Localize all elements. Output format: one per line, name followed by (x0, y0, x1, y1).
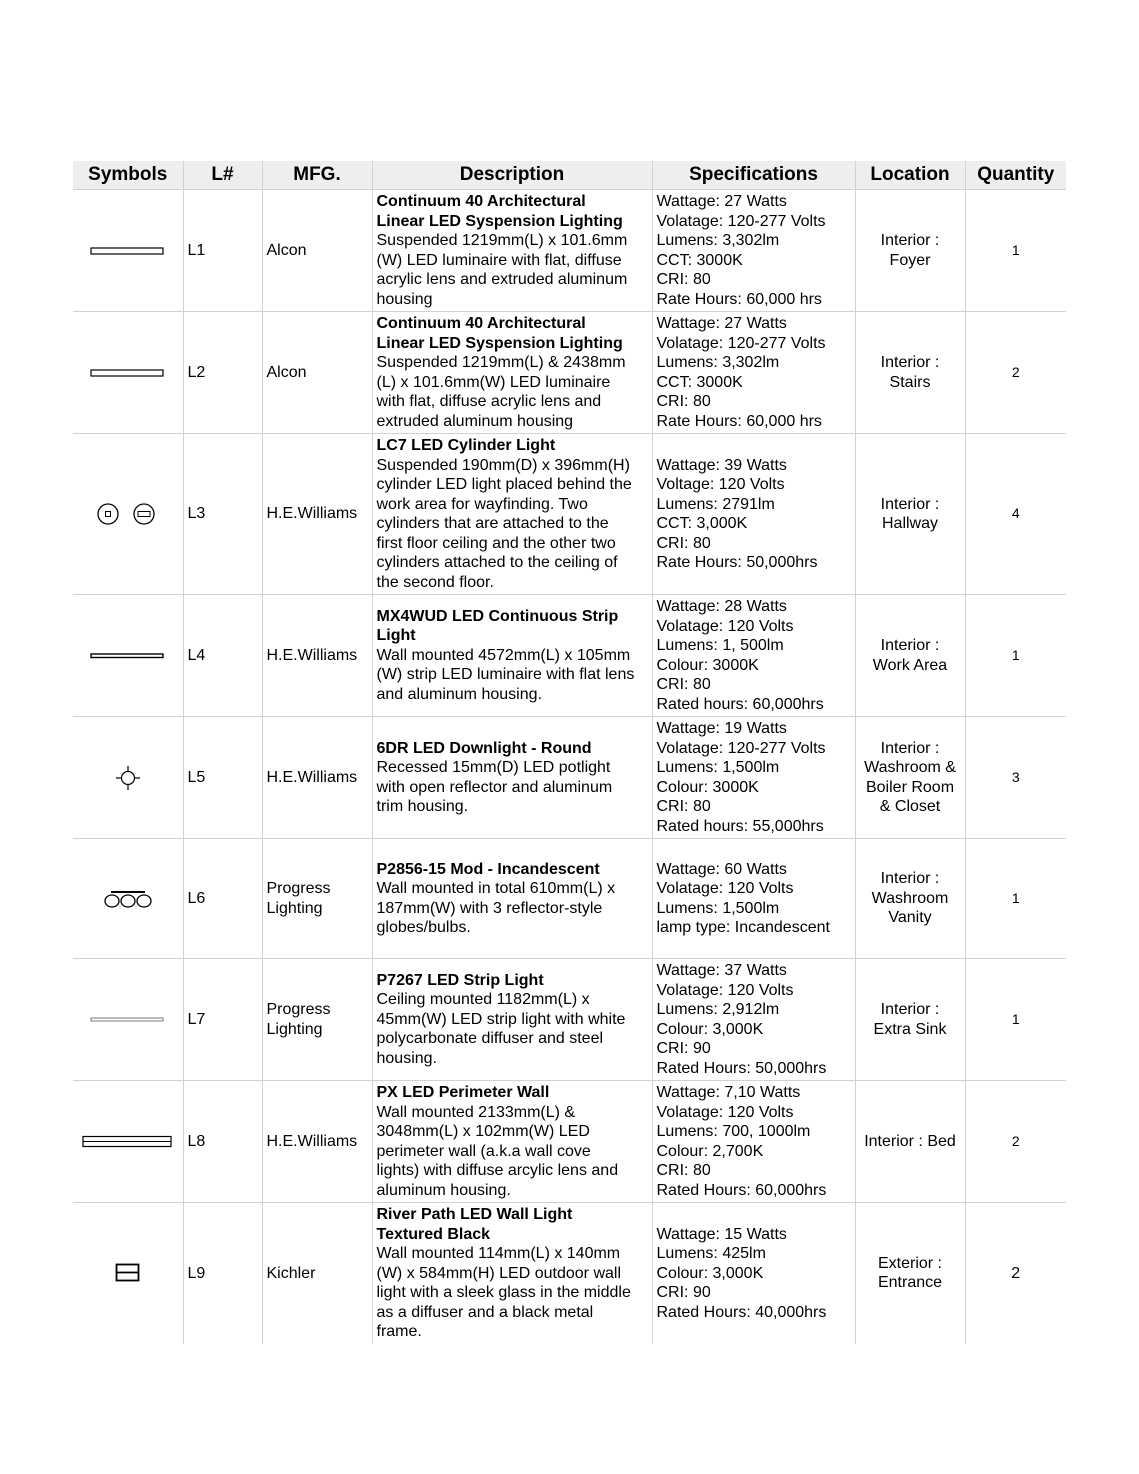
quantity-cell: 2 (1011, 1264, 1021, 1282)
description-line: extruded aluminum housing (376, 412, 574, 430)
spec-line: Volatage: 120-277 Volts (656, 739, 826, 757)
location-line: Interior : (880, 495, 940, 513)
spec-line: Lumens: 3,302lm (656, 232, 780, 249)
table-row (73, 1203, 1066, 1344)
location-cell (855, 190, 965, 312)
description-cell (372, 1203, 652, 1344)
table-row (73, 434, 1066, 595)
spec-line: lamp type: Incandescent (656, 919, 830, 936)
location-line: & Closet (879, 798, 941, 815)
spec-line: CCT: 3,000K (656, 515, 748, 532)
table-row (73, 312, 1066, 434)
linear-pendant-symbol-icon (90, 242, 166, 259)
header-row (73, 161, 1066, 190)
table-row (73, 595, 1066, 717)
location-line: Interior : (880, 232, 940, 249)
fixture-title-line: P7267 LED Strip Light (376, 971, 544, 989)
description-line: Wall mounted 2133mm(L) & (376, 1103, 576, 1121)
spec-line: Wattage: 27 Watts (656, 193, 787, 210)
description-line: (W) LED luminaire with flat, diffuse (376, 251, 622, 269)
description-line: housing. (376, 1049, 437, 1067)
fixture-title-line: Continuum 40 Architectural (376, 193, 586, 210)
location-cell (855, 717, 965, 839)
manufacturer-line: H.E.Williams (266, 646, 358, 664)
table-row (73, 839, 1066, 959)
symbol-cell (73, 434, 183, 595)
spec-line: Wattage: 28 Watts (656, 598, 787, 615)
location-line: Exterior : (877, 1254, 942, 1272)
spec-line: CCT: 3000K (656, 373, 743, 391)
description-line: with flat, diffuse acrylic lens and (376, 393, 602, 410)
fixture-id-cell: L7 (183, 959, 262, 1081)
description-line: Wall mounted in total 610mm(L) x (376, 880, 616, 897)
linear-pendant-symbol-icon (90, 364, 166, 381)
manufacturer-cell (262, 595, 372, 717)
spec-line: CRI: 90 (656, 1284, 711, 1301)
description-line: frame. (376, 1323, 422, 1340)
description-line: aluminum housing. (376, 1181, 511, 1199)
spec-line: Volatage: 120 Volts (656, 880, 794, 897)
spec-line: Volatage: 120 Volts (656, 1103, 794, 1121)
symbol-cell (73, 717, 183, 839)
thin-strip-symbol-icon (90, 1011, 166, 1028)
spec-line: Wattage: 39 Watts (656, 456, 787, 474)
cylinder-light-symbol-icon (96, 505, 160, 522)
spec-line: CCT: 3000K (656, 251, 743, 269)
spec-line: Wattage: 7,10 Watts (656, 1084, 801, 1101)
description-line: polycarbonate diffuser and steel (376, 1030, 604, 1048)
spec-line: Colour: 2,700K (656, 1142, 764, 1160)
spec-line: CRI: 90 (656, 1040, 711, 1057)
location-cell (855, 434, 965, 595)
spec-line: Rate Hours: 50,000hrs (656, 554, 818, 571)
description-line: work area for wayfinding. Two (376, 495, 588, 513)
table-row (73, 959, 1066, 1081)
specifications-cell (652, 190, 855, 312)
spec-line: Colour: 3000K (656, 656, 759, 674)
manufacturer-line: H.E.Williams (266, 1132, 358, 1150)
location-line: Boiler Room (865, 778, 955, 796)
spec-line: Wattage: 19 Watts (656, 720, 787, 737)
manufacturer-line: Lighting (266, 1020, 323, 1038)
manufacturer-line: Alcon (266, 241, 307, 259)
location-cell (855, 595, 965, 717)
table-row (73, 190, 1066, 312)
location-line: Interior : Bed (864, 1132, 956, 1150)
quantity-cell: 3 (965, 717, 1066, 839)
description-line: and aluminum housing. (376, 685, 542, 703)
description-line: Suspended 1219mm(L) & 2438mm (376, 354, 626, 371)
header-specifications: Specifications (652, 161, 855, 190)
description-line: lights) with diffuse arcylic lens and (376, 1162, 619, 1179)
header-quantity: Quantity (965, 161, 1066, 190)
manufacturer-line: Kichler (266, 1264, 316, 1282)
description-cell (372, 839, 652, 959)
fixture-title-line: Continuum 40 Architectural (376, 315, 586, 332)
symbol-cell (73, 1203, 183, 1344)
spec-line: Colour: 3,000K (656, 1264, 764, 1282)
fixture-id-cell: L9 (183, 1203, 262, 1344)
specifications-cell (652, 1203, 855, 1344)
description-line: light with a sleek glass in the middle (376, 1284, 631, 1301)
description-line: (L) x 101.6mm(W) LED luminaire (376, 373, 611, 391)
fixture-id-cell: L6 (183, 839, 262, 959)
symbol-cell (73, 959, 183, 1081)
specifications-cell (652, 595, 855, 717)
quantity-cell: 2 (965, 1081, 1066, 1203)
specifications-cell (652, 312, 855, 434)
spec-line: Rated Hours: 60,000hrs (656, 1181, 827, 1199)
spec-line: Lumens: 2791lm (656, 495, 775, 513)
description-line: cylinders that are attached to the (376, 515, 609, 532)
perimeter-wall-symbol-icon (82, 1133, 174, 1150)
manufacturer-cell (262, 312, 372, 434)
header-symbols: Symbols (73, 161, 183, 190)
fixture-id-cell: L8 (183, 1081, 262, 1203)
spec-line: Volatage: 120-277 Volts (656, 212, 826, 230)
description-cell (372, 434, 652, 595)
location-cell (855, 959, 965, 1081)
spec-line: CRI: 80 (656, 1162, 711, 1179)
quantity-cell: 1 (965, 839, 1066, 959)
location-cell (855, 312, 965, 434)
fixture-id-cell: L3 (183, 434, 262, 595)
table-row (73, 717, 1066, 839)
spec-line: Lumens: 3,302lm (656, 354, 780, 371)
spec-line: Rated Hours: 50,000hrs (656, 1059, 827, 1077)
description-line: 187mm(W) with 3 reflector-style (376, 899, 603, 917)
fixture-title-line: Linear LED Syspension Lighting (376, 212, 623, 230)
specifications-cell (652, 839, 855, 959)
description-cell (372, 717, 652, 839)
spec-line: CRI: 80 (656, 534, 711, 552)
fixture-title-line: River Path LED Wall Light (376, 1206, 573, 1223)
description-line: Wall mounted 4572mm(L) x 105mm (376, 646, 631, 664)
location-line: Interior : (880, 354, 940, 371)
description-line: cylinders attached to the ceiling of (376, 554, 618, 571)
description-line: Ceiling mounted 1182mm(L) x (376, 991, 590, 1009)
spec-line: Colour: 3000K (656, 778, 759, 796)
description-cell (372, 959, 652, 1081)
manufacturer-cell (262, 434, 372, 595)
fixture-id-cell: L5 (183, 717, 262, 839)
header-l-number: L# (183, 161, 262, 190)
description-line: first floor ceiling and the other two (376, 534, 616, 552)
description-line: Recessed 15mm(D) LED potlight (376, 759, 611, 776)
description-line: with open reflector and aluminum (376, 778, 613, 796)
location-line: Work Area (872, 656, 948, 674)
fixture-id-cell: L4 (183, 595, 262, 717)
description-line: housing (376, 290, 433, 308)
quantity-cell: 1 (965, 595, 1066, 717)
specifications-cell (652, 717, 855, 839)
location-line: Washroom (871, 889, 949, 907)
manufacturer-line: Progress (266, 880, 331, 897)
description-cell (372, 312, 652, 434)
symbol-cell (73, 190, 183, 312)
wall-light-symbol-icon (115, 1264, 141, 1281)
location-line: Interior : (880, 1001, 940, 1018)
location-line: Vanity (888, 909, 932, 927)
fixture-title-line: P2856-15 Mod - Incandescent (376, 860, 600, 878)
symbol-cell (73, 312, 183, 434)
specifications-cell (652, 1081, 855, 1203)
description-line: Suspended 1219mm(L) x 101.6mm (376, 232, 628, 249)
fixture-title-line: MX4WUD LED Continuous Strip (376, 607, 619, 625)
manufacturer-cell (262, 1081, 372, 1203)
description-line: (W) x 584mm(H) LED outdoor wall (376, 1264, 621, 1282)
manufacturer-cell (262, 839, 372, 959)
fixture-id-cell: L1 (183, 190, 262, 312)
manufacturer-cell (262, 959, 372, 1081)
description-line: acrylic lens and extruded aluminum (376, 271, 628, 288)
spec-line: Rated hours: 55,000hrs (656, 817, 824, 835)
manufacturer-line: Lighting (266, 899, 323, 917)
downlight-symbol-icon (116, 769, 140, 786)
fixture-title-line: 6DR LED Downlight - Round (376, 739, 592, 757)
specifications-cell (652, 434, 855, 595)
description-line: 45mm(W) LED strip light with white (376, 1010, 626, 1028)
location-line: Interior : (880, 870, 940, 888)
specifications-cell (652, 959, 855, 1081)
spec-line: Volatage: 120-277 Volts (656, 334, 826, 352)
spec-line: Wattage: 27 Watts (656, 315, 787, 332)
vanity-light-symbol-icon (102, 890, 154, 907)
description-line: trim housing. (376, 798, 469, 815)
description-line: perimeter wall (a.k.a wall cove (376, 1142, 591, 1160)
spec-line: Colour: 3,000K (656, 1020, 764, 1038)
location-line: Entrance (877, 1274, 943, 1292)
manufacturer-line: Progress (266, 1001, 331, 1018)
spec-line: Rated hours: 60,000hrs (656, 695, 824, 713)
description-line: globes/bulbs. (376, 919, 471, 936)
spec-line: Rated Hours: 40,000hrs (656, 1303, 827, 1321)
fixture-id-cell: L2 (183, 312, 262, 434)
location-line: Washroom & (864, 759, 956, 776)
quantity-cell: 1 (965, 959, 1066, 1081)
location-line: Hallway (881, 515, 938, 532)
manufacturer-line: H.E.Williams (266, 505, 358, 523)
manufacturer-cell (262, 717, 372, 839)
description-line: the second floor. (376, 573, 494, 591)
location-cell (855, 1203, 965, 1344)
quantity-cell: 2 (965, 312, 1066, 434)
spec-line: Wattage: 15 Watts (656, 1225, 787, 1243)
description-line: as a diffuser and a black metal (376, 1303, 594, 1321)
symbol-cell (73, 1081, 183, 1203)
spec-line: Rate Hours: 60,000 hrs (656, 290, 822, 308)
spec-line: CRI: 80 (656, 676, 711, 693)
spec-line: Lumens: 1,500lm (656, 759, 780, 776)
spec-line: CRI: 80 (656, 271, 711, 288)
location-line: Foyer (889, 251, 931, 269)
location-cell (855, 839, 965, 959)
description-line: cylinder LED light placed behind the (376, 476, 632, 493)
location-cell (855, 1081, 965, 1203)
spec-line: Lumens: 1, 500lm (656, 637, 784, 654)
header-mfg: MFG. (262, 161, 372, 190)
spec-line: Rate Hours: 60,000 hrs (656, 412, 822, 430)
symbol-cell (73, 595, 183, 717)
manufacturer-line: H.E.Williams (266, 768, 358, 786)
description-cell (372, 1081, 652, 1203)
header-location: Location (855, 161, 965, 190)
manufacturer-cell (262, 1203, 372, 1344)
spec-line: Lumens: 425lm (656, 1245, 766, 1262)
manufacturer-line: Alcon (266, 363, 307, 381)
spec-line: Voltage: 120 Volts (656, 476, 785, 493)
header-description: Description (372, 161, 652, 190)
fixture-title-line: Textured Black (376, 1225, 491, 1243)
strip-light-symbol-icon (90, 647, 166, 664)
location-line: Stairs (889, 373, 931, 391)
description-cell (372, 190, 652, 312)
description-line: Wall mounted 114mm(L) x 140mm (376, 1245, 621, 1262)
description-line: (W) strip LED luminaire with flat lens (376, 666, 635, 684)
fixture-title-line: PX LED Perimeter Wall (376, 1084, 550, 1101)
spec-line: CRI: 80 (656, 393, 711, 410)
spec-line: Wattage: 37 Watts (656, 962, 787, 979)
fixture-title-line: Linear LED Syspension Lighting (376, 334, 623, 352)
spec-line: Volatage: 120 Volts (656, 981, 794, 999)
location-line: Interior : (880, 739, 940, 757)
description-cell (372, 595, 652, 717)
fixture-title-line: LC7 LED Cylinder Light (376, 437, 556, 454)
location-line: Extra Sink (873, 1020, 947, 1038)
manufacturer-cell (262, 190, 372, 312)
spec-line: Lumens: 700, 1000lm (656, 1123, 811, 1140)
spec-line: Wattage: 60 Watts (656, 860, 787, 878)
spec-line: Lumens: 1,500lm (656, 899, 780, 917)
spec-line: Volatage: 120 Volts (656, 617, 794, 635)
fixture-title-line: Light (376, 627, 416, 645)
quantity-cell: 1 (965, 190, 1066, 312)
description-line: Suspended 190mm(D) x 396mm(H) (376, 456, 630, 474)
quantity-cell: 4 (965, 434, 1066, 595)
spec-line: Lumens: 2,912lm (656, 1001, 780, 1018)
location-line: Interior : (880, 637, 940, 654)
lighting-schedule-table (73, 161, 1066, 1344)
symbol-cell (73, 839, 183, 959)
spec-line: CRI: 80 (656, 798, 711, 815)
table-row (73, 1081, 1066, 1203)
description-line: 3048mm(L) x 102mm(W) LED (376, 1123, 590, 1140)
